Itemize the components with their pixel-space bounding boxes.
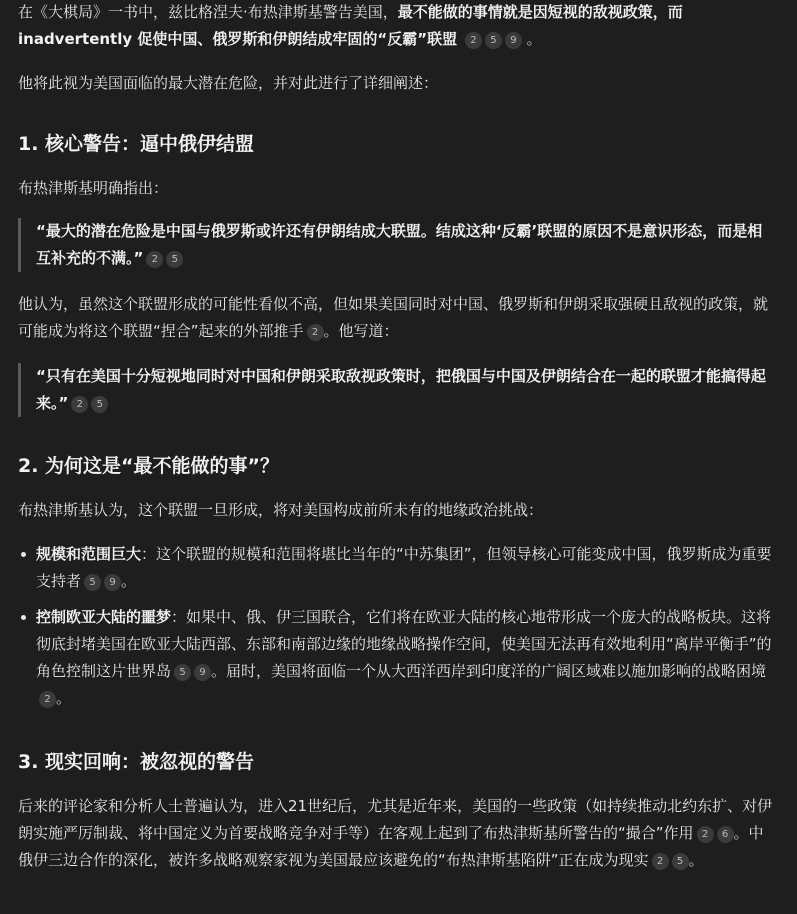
section-3-paragraph-end: 。 <box>688 851 704 869</box>
citation-badge[interactable]: 6 <box>717 826 734 843</box>
quote-1-text <box>36 218 776 272</box>
citation-badge[interactable]: 5 <box>174 664 191 681</box>
bullet-2-title: 控制欧亚大陆的噩梦 <box>36 608 172 626</box>
citation-badge[interactable]: 9 <box>104 574 121 591</box>
citation-badge[interactable]: 9 <box>194 664 211 681</box>
bullet-1-title: 规模和范围巨大 <box>36 545 142 563</box>
bullet-dot <box>21 615 26 620</box>
section-1-paragraph <box>18 291 778 345</box>
section-2-lead: 布热津斯基认为，这个联盟一旦形成，将对美国构成前所未有的地缘政治挑战： <box>18 501 544 519</box>
citation-badge[interactable]: 5 <box>166 251 183 268</box>
section-1-paragraph-end: 。他写道： <box>323 322 399 340</box>
citation-badge[interactable]: 5 <box>672 853 689 870</box>
section-1-paragraph-text: 他认为，虽然这个联盟形成的可能性看似不高，但如果美国同时对中国、俄罗斯和伊朗采取强硬且敌视的政策，就可能成为将这个联盟“捏合”起来的外部推手 <box>18 295 769 340</box>
list-item <box>18 541 778 595</box>
bullet-dot <box>21 552 26 557</box>
section-3-heading: 3. 现实回响：被忽视的警告 <box>18 751 255 773</box>
citation-badge[interactable]: 9 <box>505 32 522 49</box>
citation-badge[interactable]: 2 <box>465 32 482 49</box>
blockquote-2 <box>18 363 776 417</box>
citation-badge[interactable]: 5 <box>485 32 502 49</box>
section-3-paragraph-text: 后来的评论家和分析人士普遍认为，进入21世纪后，尤其是近年来，美国的一些政策（如持续推动北约东扩、对伊朗实施严厉制裁、将中国定义为首要战略竞争对手等）在客观上起到了布热津斯基所警告的“撮合”作用 <box>18 797 773 842</box>
bullet-2-text-2: 。届时，美国将面临一个从大西洋西岸到印度洋的广阔区域难以施加影响的战略困境 <box>211 662 767 680</box>
bullet-1-end: 。 <box>121 572 137 590</box>
citation-badge[interactable]: 2 <box>697 826 714 843</box>
intro-paragraph <box>18 0 778 53</box>
blockquote-1 <box>18 218 776 272</box>
section-1-heading: 1. 核心警告：逼中俄伊结盟 <box>18 133 255 155</box>
citation-badge[interactable]: 2 <box>39 691 56 708</box>
quote-2-body: “只有在美国十分短视地同时对中国和伊朗采取敌视政策时，把俄国与中国及伊朗结合在一起的联盟才能搞得起来。” <box>36 367 766 412</box>
citation-badge[interactable]: 2 <box>652 853 669 870</box>
section-2-list <box>18 541 778 712</box>
citation-badge[interactable]: 5 <box>84 574 101 591</box>
intro-end: 。 <box>526 30 542 48</box>
section-1-lead: 布热津斯基明确指出： <box>18 179 169 197</box>
section-3-paragraph <box>18 793 778 874</box>
citation-badge[interactable]: 5 <box>91 396 108 413</box>
bullet-2-end: 。 <box>56 689 72 707</box>
intro-bold-2: inadvertently 促使中国、俄罗斯和伊朗结成牢固的“反霸”联盟 <box>18 30 458 48</box>
quote-1-body: “最大的潜在危险是中国与俄罗斯或许还有伊朗结成大联盟。结成这种‘反霸’联盟的原因不是意识形态，而是相互补充的不满。” <box>36 222 763 267</box>
list-item <box>18 604 778 712</box>
bullet-2-text: ：如果中、俄、伊三国联合，它们将在欧亚大陆的核心地带形成一个庞大的战略板块。这将彻底封堵美国在欧亚大陆西部、东部和南部边缘的地缘战略操作空间，使美国无法再有效地利用“离岸平衡手”的角色控制这片世界岛 <box>36 608 772 680</box>
quote-2-text <box>36 363 776 417</box>
intro-prefix: 在《大棋局》一书中，兹比格涅夫·布热津斯基警告美国， <box>18 3 398 21</box>
citation-badge[interactable]: 2 <box>71 396 88 413</box>
intro-paragraph-2: 他将此视为美国面临的最大潜在危险，并对此进行了详细阐述： <box>18 74 439 92</box>
bullet-1-text: ：这个联盟的规模和范围将堪比当年的“中苏集团”，但领导核心可能变成中国，俄罗斯成为重要支持者 <box>36 545 772 590</box>
citation-badge[interactable]: 2 <box>307 324 324 341</box>
section-2-heading: 2. 为何这是“最不能做的事”？ <box>18 455 280 477</box>
section-3-paragraph-text-2: 。中俄伊三边合作的深化，被许多战略观察家视为美国最应该避免的“布热津斯基陷阱”正在成为现实 <box>18 824 764 869</box>
citation-badge[interactable]: 2 <box>146 251 163 268</box>
intro-bold-1: 最不能做的事情就是因短视的敌视政策，而 <box>397 3 683 21</box>
